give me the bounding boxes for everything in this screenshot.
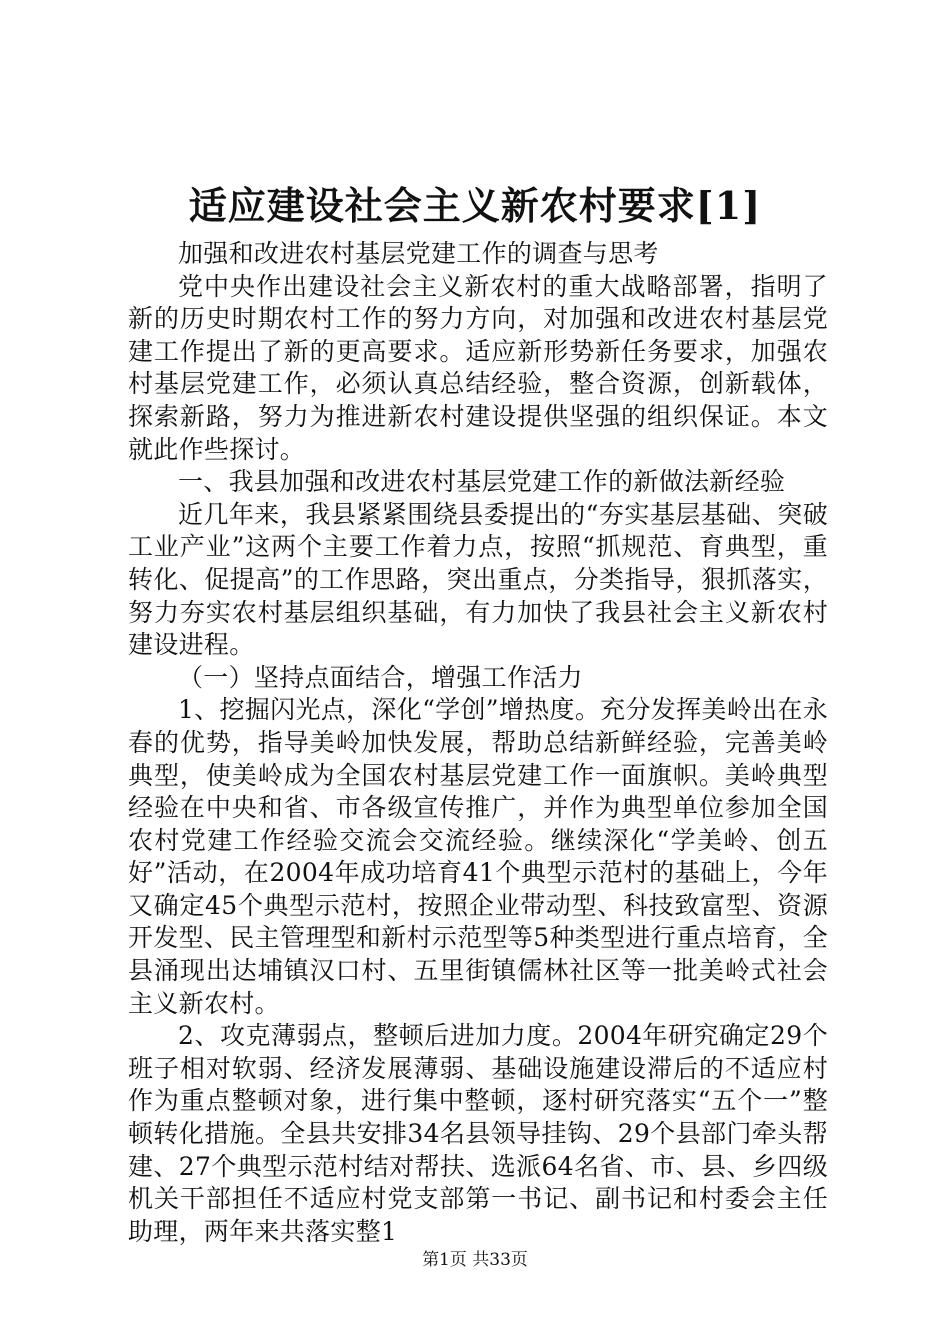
document-body: [128, 238, 828, 1248]
section-heading: 一、我县加强和改进农村基层党建工作的新做法新经验: [178, 467, 786, 497]
page-number-footer: 第1页 共33页: [422, 1250, 528, 1270]
body-paragraph: 2、攻克薄弱点，整顿后进加力度。2004年研究确定29个班子相对软弱、经济发展薄弱、基础设施建设滞后的不适应村作为重点整顿对象，进行集中整顿，逐村研究落实“五个一”整顿转化措施。全县共安排34名县领导挂钩、29个县部门牵头帮建、27个典型示范村结对帮扶、选派64名省、市、县、乡四级机关干部担任不适应村党支部第一书记、副书记和村委会主任助理，两年来共落实整1: [128, 1021, 828, 1246]
body-paragraph: 近几年来，我县紧紧围绕县委提出的“夯实基层基础、突破工业产业”这两个主要工作着力点，按照“抓规范、育典型，重转化、促提高”的工作思路，突出重点，分类指导，狠抓落实，努力夯实农村基层组织基础，有力加快了我县社会主义新农村建设进程。: [128, 499, 828, 660]
document-title: 适应建设社会主义新农村要求[1]: [188, 183, 762, 228]
intro-paragraph: 党中央作出建设社会主义新农村的重大战略部署，指明了新的历史时期农村工作的努力方向，对加强和改进农村基层党建工作提出了新的更高要求。适应新形势新任务要求，加强农村基层党建工作，必须认真总结经验，整合资源，创新载体，探索新路，努力为推进新农村建设提供坚强的组织保证。本文就此作些探讨。: [128, 271, 828, 464]
subsection-heading: （一）坚持点面结合，增强工作活力: [178, 662, 583, 692]
subtitle-paragraph: 加强和改进农村基层党建工作的调查与思考: [178, 239, 659, 268]
body-paragraph: 1、挖掘闪光点，深化“学创”增热度。充分发挥美岭出在永春的优势，指导美岭加快发展，帮助总结新鲜经验，完善美岭典型，使美岭成为全国农村基层党建工作一面旗帜。美岭典型经验在中央和省、市各级宣传推广，并作为典型单位参加全国农村党建工作经验交流会交流经验。继续深化“学美岭、创五好”活动，在2004年成功培育41个典型示范村的基础上，今年又确定45个典型示范村，按照企业带动型、科技致富型、资源开发型、民主管理型和新村示范型等5种类型进行重点培育，全县涌现出达埔镇汉口村、五里街镇儒林社区等一批美岭式社会主义新农村。: [128, 695, 828, 1018]
